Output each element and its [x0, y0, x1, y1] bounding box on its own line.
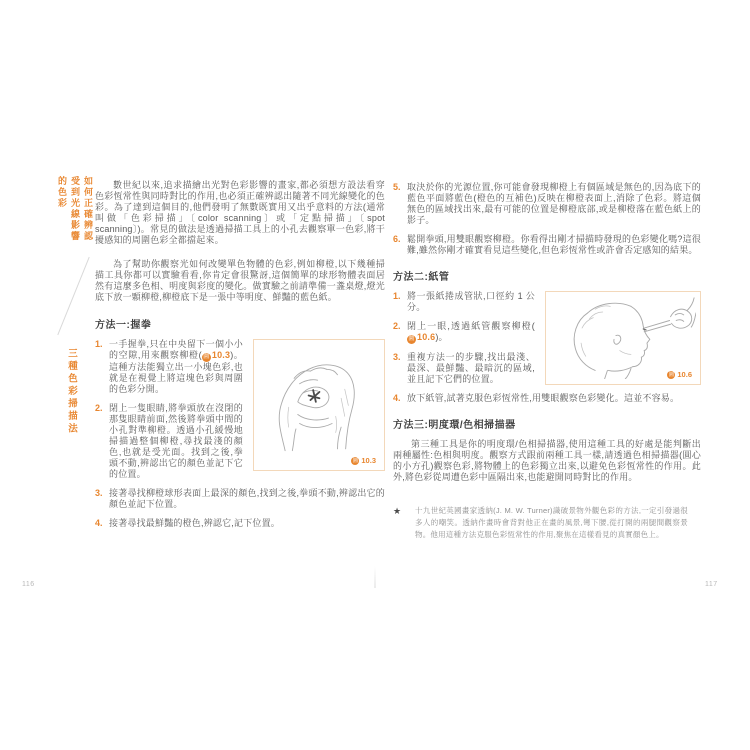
- list-number: 1.: [95, 339, 103, 349]
- method3-paragraph: 第三種工具是你的明度環/色相掃描器,使用這種工具的好處是能判斷出兩種屬性:色相與明度。觀察方式跟前兩種工具一樣,請透過色相掃描器(圓心的小方孔)觀察色彩,將物體上的色彩獨立出來,以避免色彩恆常性的作用。此外,將色彩從周遭色彩中區隔出來,也能避開同時對比的作用。: [393, 439, 701, 482]
- item-text-segment: 一手握拳,只在中央留下一個小小的空隙,用來觀察柳橙(: [109, 339, 243, 360]
- method1-heading: 方法一:握拳: [95, 320, 152, 331]
- chapter-title-vertical: [55, 176, 94, 296]
- figure-10-3-caption: [351, 456, 376, 465]
- list-item: [95, 403, 243, 480]
- figure-reference: [202, 350, 230, 360]
- list-item-text: 放下紙管,試著克服色彩恆常性,用雙眼觀察色彩變化。這並不容易。: [407, 393, 680, 403]
- chapter-line: 如何正確辨認: [83, 176, 93, 242]
- list-item-text: 接著尋找柳橙球形表面上最深的顏色,找到之後,拳頭不動,辨認出它的顏色並記下位置。: [109, 488, 385, 509]
- list-item: [393, 182, 701, 226]
- list-item: [95, 488, 385, 510]
- figure-caption-number: 10.6: [677, 370, 692, 379]
- figure-ref-number: 10.6: [417, 332, 436, 342]
- right-page-content: [393, 182, 701, 541]
- fist-sketch: [258, 344, 380, 454]
- method2-heading: 方法二:紙管: [393, 272, 450, 283]
- footnote-star-icon: ★: [393, 506, 402, 516]
- list-number: 4.: [393, 393, 401, 403]
- figure-ref-number: 10.3: [211, 350, 231, 360]
- list-item-text: 接著尋找最鮮豔的橙色,辨認它,記下位置。: [109, 518, 281, 528]
- list-item: [393, 321, 535, 344]
- profile-looking-through-tube-sketch: [550, 296, 696, 379]
- figure-10-6-caption: [667, 370, 692, 379]
- list-number: 4.: [95, 518, 103, 528]
- list-item: [95, 518, 385, 529]
- figure-10-6-box: [545, 291, 701, 385]
- list-item: [393, 393, 701, 404]
- list-item-text: 鬆開拳頭,用雙眼觀察柳橙。你看得出剛才掃描時發現的色彩變化嗎?這很難,雖然你剛才確實看見這些變化,但色彩恆常性或許會否定感知的結果。: [407, 234, 701, 255]
- figure-caption-icon: 圖: [352, 457, 359, 464]
- method3-heading: 方法三:明度環/色相掃描器: [393, 420, 516, 431]
- list-number: 3.: [95, 488, 103, 498]
- page-gutter-shadow: [374, 566, 376, 588]
- chapter-line: 的色彩: [57, 176, 67, 209]
- list-item-text: 將一張紙捲成管狀,口徑約 1 公分。: [407, 291, 535, 312]
- list-item-text: [109, 339, 243, 395]
- list-number: 1.: [393, 291, 401, 301]
- list-item: [393, 352, 535, 385]
- list-number: 6.: [393, 234, 401, 244]
- footnote: [393, 505, 688, 541]
- chapter-line: 受到光線影響: [70, 176, 80, 242]
- item-text-segment: 閉上一眼,透過紙管觀察柳橙(: [407, 321, 535, 331]
- method1-list-continued: [393, 182, 701, 256]
- intro-paragraph-2: 為了幫助你觀察光如何改變單色物體的色彩,例如柳橙,以下幾種掃描工具你都可以實驗看看,你肯定會很驚訝,這個簡單的球形物體表面居然有這麼多色相、明度與彩度的變化。做實驗之前請準備一盞桌燈,燈光底下放一顆柳橙,柳橙底下是一張中等明度、鮮豔的藍色紙。: [95, 259, 385, 302]
- method2-list: [393, 291, 701, 404]
- left-page-content: [95, 180, 385, 537]
- intro-paragraph-1: 數世紀以來,追求描繪出光對色彩影響的畫家,都必須想方設法看穿色彩恆常性與同時對比的作用,也必須正確辨認出隨著不同光線變化的色彩。為了達到這個目的,他們發明了無數既實用又出乎意料的方法(通常叫做「色彩掃描」〔color scanning〕或「定點掃描」〔spot scanning〕)。常見的做法是透過掃描工具上的小孔去觀察單一色彩,將干擾感知的周圍色彩全都擋起來。: [95, 180, 385, 245]
- list-item: [393, 234, 701, 256]
- figure-caption-icon: 圖: [668, 371, 675, 378]
- item-text-segment: )。這種方法能獨立出一小塊色彩,也就是在視覺上將這塊色彩與周圍的色彩分開。: [109, 350, 243, 394]
- footnote-text: 十九世紀英國畫家透納(J. M. W. Turner)識破景物外觀色彩的方法,一定引發過很多人的嘲笑。透納作畫時會背對他正在畫的風景,彎下腰,從打開的兩腿間觀察景物。他用這種方法克服色彩恆常性的作用,聚焦在這樣看見的真實顏色上。: [415, 506, 688, 539]
- list-number: 5.: [393, 182, 401, 192]
- method1-items-col: [95, 339, 243, 488]
- page-number-left: 116: [22, 581, 35, 588]
- page-number-right: 117: [705, 581, 718, 588]
- item-text-segment: )。: [435, 332, 448, 342]
- list-number: 2.: [393, 321, 401, 331]
- list-number: 3.: [393, 352, 401, 362]
- list-number: 2.: [95, 403, 103, 413]
- figure-caption-number: 10.3: [361, 456, 376, 465]
- method2-items-col: [393, 291, 535, 393]
- list-item-text: 閉上一隻眼睛,將拳頭放在沒閉的那隻眼睛前面,然後將拳頭中間的小孔對準柳橙。透過小孔緩慢地掃描過整個柳橙,尋找最淺的顏色,也就是受光面。找到之後,拳頭不動,辨認出它的顏色並記下它的位置。: [109, 403, 243, 479]
- list-item-text: [407, 321, 535, 344]
- method2-row: [393, 291, 701, 393]
- figure-reference: [407, 332, 435, 342]
- figure-10-3-box: [253, 339, 385, 471]
- section-title-vertical: 三種色彩掃描法: [66, 348, 77, 436]
- figure-ref-icon: 圖: [203, 354, 210, 360]
- list-item-text: 重複方法一的步驟,找出最淺、最深、最鮮豔、最暗沉的區域,並且記下它們的位置。: [407, 352, 535, 384]
- method1-list: [95, 339, 385, 529]
- list-item-text: 取決於你的光源位置,你可能會發現柳橙上有個區域是無色的,因為底下的藍色平面將藍色(橙色的互補色)反映在柳橙表面上,消除了色彩。將這個無色的區域找出來,最有可能的位置是柳橙底部,或是柳橙落在藍色紙上的影子。: [407, 182, 701, 225]
- list-item: [95, 339, 243, 395]
- figure-ref-icon: 圖: [408, 336, 415, 342]
- list-item: [393, 291, 535, 313]
- method1-row: [95, 339, 385, 488]
